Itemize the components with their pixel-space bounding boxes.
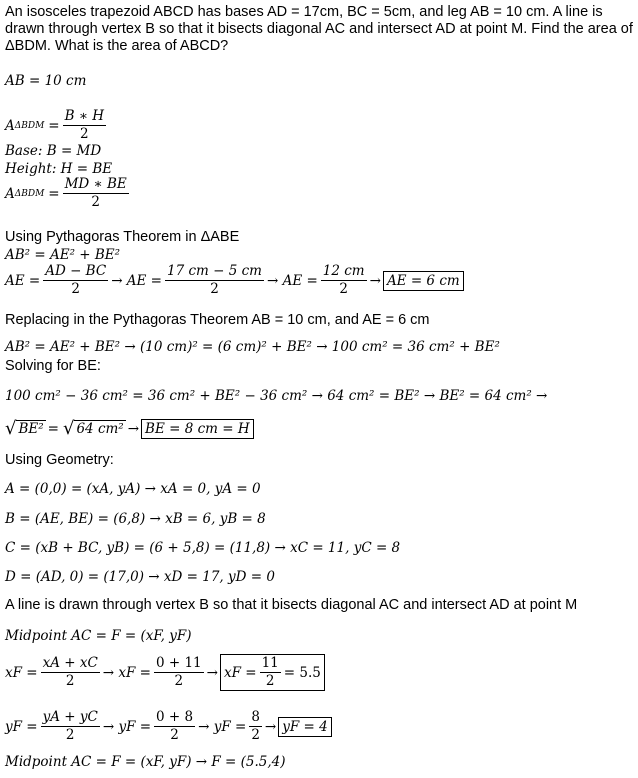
base-line: Base: B = MD	[5, 143, 102, 159]
yf-f3-den: 2	[251, 727, 260, 743]
yf-f3-num: 8	[251, 709, 260, 725]
area2-sub: ΔBDM	[14, 188, 45, 199]
area2-den: 2	[91, 194, 100, 210]
xf-mid: → xF =	[102, 664, 151, 681]
sqrt-2: √ 64 cm²	[62, 418, 124, 439]
ae-f2-num: 17 cm − 5 cm	[167, 263, 262, 279]
area2-lhs: A	[5, 185, 15, 202]
yf-fraction-3	[249, 710, 262, 743]
solving-text: Solving for BE:	[5, 358, 101, 374]
ae-lhs: AE =	[5, 272, 41, 289]
ae-f3-den: 2	[339, 281, 348, 297]
ae-f1-den: 2	[71, 281, 80, 297]
sqrt-arrow: →	[127, 420, 140, 437]
sqrt-1-value: BE²	[18, 421, 44, 437]
area-lhs: A	[5, 117, 15, 134]
yf-mid: → yF =	[102, 718, 152, 735]
xf-f1-num: xA + xC	[42, 655, 98, 671]
ae-f3-num: 12 cm	[322, 263, 365, 279]
area-sub: ΔBDM	[14, 120, 45, 131]
solving-equation: 100 cm² − 36 cm² = 36 cm² + BE² − 36 cm² → 64 cm² = BE² → BE² = 64 cm² →	[5, 388, 548, 404]
yf-fraction-1	[41, 710, 100, 743]
ae-mid2: → AE =	[266, 272, 318, 289]
be-result-box: BE = 8 cm = H	[141, 419, 254, 439]
ae-fraction-3	[321, 264, 367, 297]
ae-result-box: AE = 6 cm	[383, 271, 464, 291]
area2-num: MD ∗ BE	[64, 176, 127, 192]
ae-f1-num: AD − BC	[45, 263, 107, 279]
xf-derivation	[5, 654, 327, 691]
ae-fraction-2	[165, 264, 264, 297]
ae-derivation: AE = $\frac{AD - BC}{2}$ → AE = $\frac{17 cm - 5 cm}{2}$ → AE = $\frac{12 cm}{2}$ → AE = 6 cm	[5, 264, 466, 297]
replace-equation: AB² = AE² + BE² → (10 cm)² = (6 cm)² + BE² → 100 cm² = 36 cm² + BE²	[5, 339, 500, 355]
pythagoras-equation: AB² = AE² + BE²	[5, 247, 121, 263]
xf-f3-den: 2	[265, 673, 275, 689]
ae-f2-den: 2	[210, 281, 219, 297]
xf-result-box	[220, 654, 325, 691]
coord-d: D = (AD, 0) = (17,0) → xD = 17, yD = 0	[5, 569, 275, 585]
given-line: AB = 10 cm	[5, 73, 87, 89]
coord-c: C = (xB + BC, yB) = (6 + 5,8) = (11,8) → xC = 11, yC = 8	[5, 540, 401, 556]
yf-fraction-2	[154, 710, 195, 743]
sqrt-1: √ BE²	[5, 418, 44, 439]
area-formula-2: A ΔBDM = $\frac{MD ∗ BE}{2}$	[5, 176, 127, 210]
area-fraction	[63, 109, 106, 142]
sqrt-2-value: 64 cm²	[76, 421, 124, 437]
area-num: B ∗ H	[64, 108, 105, 124]
sqrt-eq-sign: =	[47, 420, 59, 437]
yf-f2-num: 0 + 8	[156, 709, 194, 725]
xf-box-rhs: = 5.5	[283, 664, 321, 681]
xf-lhs: xF =	[5, 664, 38, 681]
area2-fraction	[63, 177, 129, 210]
ae-fraction-1	[43, 264, 108, 297]
xf-fraction-2	[154, 656, 204, 689]
xf-box-lhs: xF =	[223, 664, 257, 681]
xf-f1-den: 2	[65, 673, 75, 689]
midpoint-definition: Midpoint AC = F = (xF, yF)	[5, 628, 192, 644]
xf-fraction-1	[41, 656, 100, 689]
xf-arrow: →	[206, 664, 218, 681]
sqrt-equation	[5, 418, 256, 439]
yf-f1-num: yA + yC	[42, 709, 98, 725]
xf-f3-num: 11	[261, 655, 279, 671]
xf-f2-den: 2	[174, 673, 184, 689]
height-line: Height: H = BE	[5, 161, 113, 177]
midpoint-result: Midpoint AC = F = (xF, yF) → F = (5.5,4)	[5, 754, 286, 770]
coord-b: B = (AE, BE) = (6,8) → xB = 6, yB = 8	[5, 511, 266, 527]
yf-derivation	[5, 710, 334, 743]
ae-mid1: → AE =	[111, 272, 162, 289]
yf-f1-den: 2	[65, 727, 75, 743]
coord-a: A = (0,0) = (xA, yA) → xA = 0, yA = 0	[5, 481, 261, 497]
replacing-text: Replacing in the Pythagoras Theorem AB = 10 cm, and AE = 6 cm	[5, 312, 430, 328]
line-text: A line is drawn through vertex B so that it bisects diagonal AC and intersect AD at point M	[5, 597, 578, 613]
xf-f2-num: 0 + 11	[155, 655, 202, 671]
area-den: 2	[80, 126, 89, 142]
yf-mid2: → yF =	[198, 718, 247, 735]
yf-result-box: yF = 4	[278, 717, 331, 737]
yf-arrow: →	[264, 718, 277, 735]
problem-text: An isosceles trapezoid ABCD has bases AD = 17cm, BC = 5cm, and leg AB = 10 cm. A line is drawn through vertex B so that it bisects diagonal AC and intersect AD at point M. Find the area of ΔBDM. What is the area of ABCD?	[5, 4, 633, 54]
geometry-heading: Using Geometry:	[5, 452, 114, 468]
area-formula: A ΔBDM = $\frac{B ∗ H}{2}$	[5, 108, 105, 142]
xf-fraction-3	[260, 656, 281, 689]
yf-f2-den: 2	[170, 727, 179, 743]
pythagoras-heading: Using Pythagoras Theorem in ΔABE	[5, 229, 240, 245]
yf-lhs: yF =	[5, 718, 38, 735]
